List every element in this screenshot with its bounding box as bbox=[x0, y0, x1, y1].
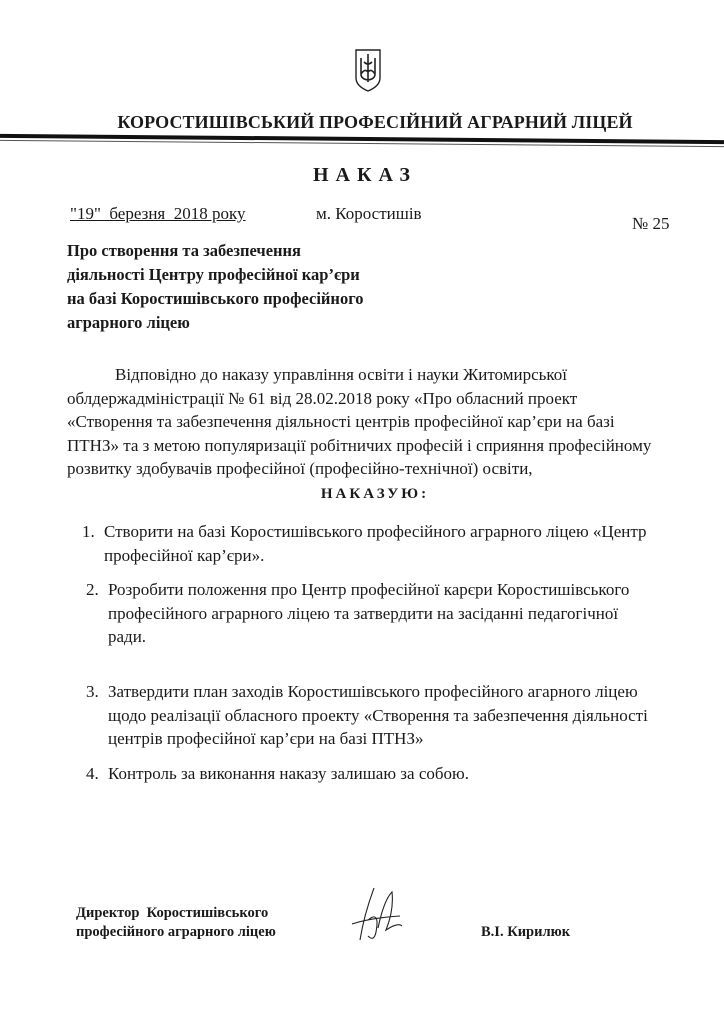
document-city: м. Коростишів bbox=[316, 204, 422, 223]
item-line: Контроль за виконання наказу залишаю за собою. bbox=[108, 764, 469, 783]
preamble-paragraph bbox=[67, 363, 651, 481]
preamble-line: розвитку здобувачів професійної (професійно-технічної) освіти, bbox=[67, 459, 533, 478]
item-number: 1. bbox=[82, 522, 95, 541]
item-line: Створити на базі Коростишівського професійного аграрного ліцею «Центр bbox=[104, 522, 647, 541]
document-number: № 25 bbox=[632, 214, 670, 233]
position-line: професійного аграрного ліцею bbox=[76, 924, 276, 940]
trident-emblem-icon bbox=[354, 48, 382, 92]
document-subject bbox=[67, 239, 364, 335]
document-type: НАКАЗ bbox=[312, 164, 417, 186]
institution-name: КОРОСТИШІВСЬКИЙ ПРОФЕСІЙНИЙ АГРАРНИЙ ЛІЦЕЙ bbox=[117, 112, 633, 132]
item-line: професійної кар’єри». bbox=[104, 545, 265, 565]
order-item bbox=[86, 680, 648, 751]
item-number: 4. bbox=[86, 764, 99, 783]
document-date: "19" березня 2018 року bbox=[70, 204, 246, 223]
item-line: професійного аграрного ліцею та затвердити на засіданні педагогічної bbox=[108, 603, 619, 623]
subject-line: на базі Коростишівського професійного bbox=[67, 289, 364, 308]
item-line: Затвердити план заходів Коростишівського професійного агарного ліцею bbox=[108, 682, 638, 701]
preamble-line: ПТНЗ» та з метою популяризації робітничих професій і сприяння професійному bbox=[67, 435, 652, 455]
handwritten-signature bbox=[340, 880, 410, 950]
order-heading: НАКАЗУЮ: bbox=[320, 486, 430, 502]
position-line: Директор Коростишівського bbox=[76, 905, 269, 921]
subject-line: аграрного ліцею bbox=[67, 313, 190, 332]
order-item bbox=[82, 520, 647, 567]
subject-line: діяльності Центру професійної кар’єри bbox=[67, 265, 360, 284]
preamble-line: облдержадміністрації № 61 від 28.02.2018 року «Про обласний проект bbox=[67, 388, 578, 408]
item-line: Розробити положення про Центр професійної карєри Коростишівського bbox=[108, 580, 630, 599]
signatory-name: В.І. Кирилюк bbox=[481, 924, 571, 940]
signatory-position bbox=[76, 904, 276, 942]
preamble-line: Відповідно до наказу управління освіти і науки Житомирської bbox=[115, 365, 568, 384]
item-line: ради. bbox=[108, 627, 147, 646]
item-line: центрів професійної кар’єри на базі ПТНЗ» bbox=[108, 729, 424, 748]
subject-line: Про створення та забезпечення bbox=[67, 241, 301, 260]
item-line: щодо реалізації обласного проекту «Створення та забезпечення діяльності bbox=[108, 705, 648, 725]
preamble-line: «Створення та забезпечення діяльності центрів професійної кар’єри на базі bbox=[67, 412, 615, 431]
item-number: 2. bbox=[86, 580, 99, 599]
order-item bbox=[86, 578, 629, 649]
order-item bbox=[86, 762, 469, 786]
item-number: 3. bbox=[86, 682, 99, 701]
